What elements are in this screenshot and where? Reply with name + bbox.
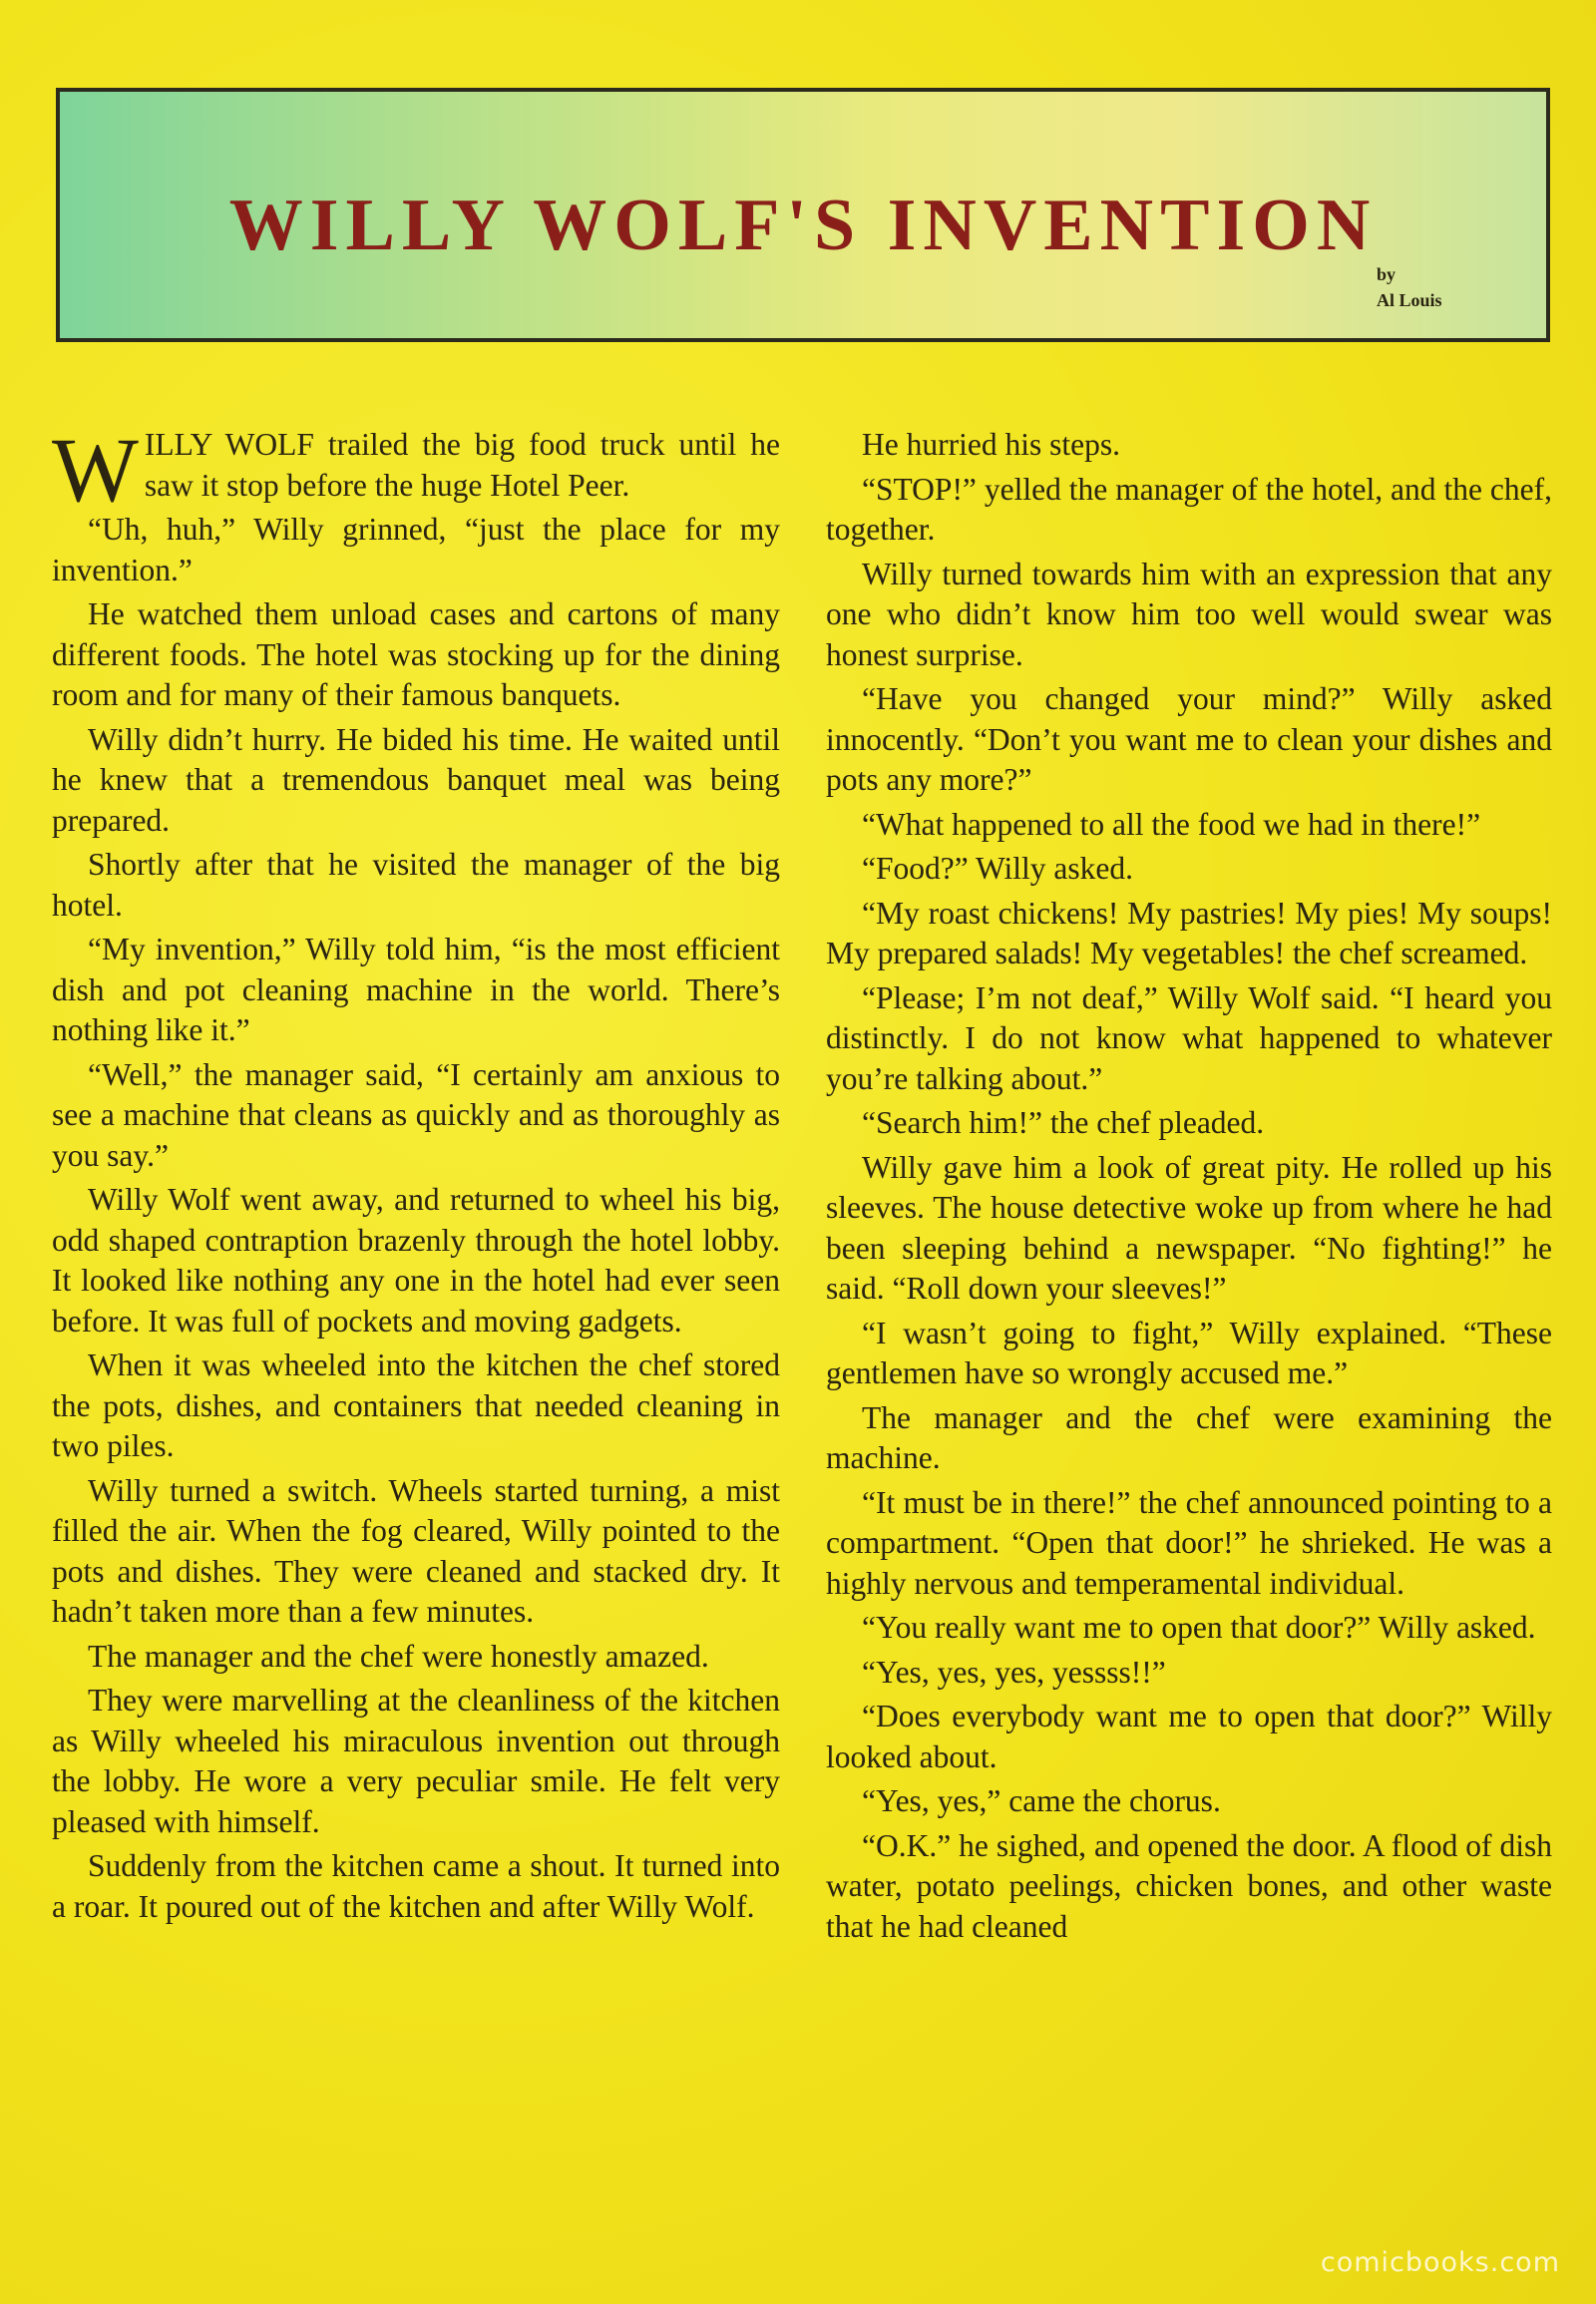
paragraph: “Well,” the manager said, “I certainly am anxious to see a machine that cleans as quickly and as thoroughly as you say.” <box>52 1056 780 1173</box>
paragraph-1 <box>52 419 780 521</box>
paragraph: They were marvelling at the cleanliness of the kitchen as Willy wheeled his miraculous invention out through the lobby. He wore a very peculiar smile. He felt very pleased with himself. <box>52 1683 780 1839</box>
paragraph: “O.K.” he sighed, and opened the door. A flood of dish water, potato peelings, chicken bones, and other waste that he had cleaned <box>826 1827 1552 1944</box>
paragraph-1-text: ILLY WOLF trailed the big food truck until he saw it stop before the huge Hotel Peer. <box>144 427 780 503</box>
paragraph: Suddenly from the kitchen came a shout. It turned into a roar. It poured out of the kitchen and after Willy Wolf. <box>52 1848 780 1924</box>
paragraph: The manager and the chef were honestly amazed. <box>88 1638 709 1674</box>
left-column <box>52 419 780 1931</box>
paragraph: Willy turned a switch. Wheels started turning, a mist filled the air. When the fog cleared, Willy pointed to the pots and dishes. They were cleaned and stacked dry. It hadn’t taken more than a few minutes. <box>52 1472 780 1629</box>
by-label: by <box>1377 264 1396 284</box>
paragraph: “Search him!” the chef pleaded. <box>862 1105 1265 1140</box>
paragraph: Willy Wolf went away, and returned to wheel his big, odd shaped contraption brazenly through the hotel lobby. It looked like nothing any one in the hotel had ever seen before. It was full of pockets and moving gadgets. <box>52 1182 780 1339</box>
paragraph: Willy didn’t hurry. He bided his time. He waited until he knew that a tremendous banquet meal was being prepared. <box>52 721 780 838</box>
paragraph: “Does everybody want me to open that door?” Willy looked about. <box>826 1699 1552 1774</box>
paragraph: Willy gave him a look of great pity. He rolled up his sleeves. The house detective woke up from where he had been sleeping behind a newspaper. “No fighting!” he said. “Roll down your sleeves!” <box>826 1149 1552 1306</box>
site-watermark: comicbooks.com <box>1320 2247 1560 2278</box>
byline <box>1377 261 1536 313</box>
paragraph: The manager and the chef were examining the machine. <box>826 1399 1552 1475</box>
drop-cap: W <box>52 419 139 521</box>
paragraph: When it was wheeled into the kitchen the chef stored the pots, dishes, and containers that needed cleaning in two piles. <box>52 1347 780 1463</box>
story-title: WILLY WOLF'S INVENTION <box>228 185 1378 266</box>
paragraph: “It must be in there!” the chef announced pointing to a compartment. “Open that door!” he shrieked. He was a highly nervous and temperamental individual. <box>826 1484 1552 1601</box>
paragraph: “STOP!” yelled the manager of the hotel, and the chef, together. <box>826 471 1552 547</box>
paragraph: “Yes, yes,” came the chorus. <box>862 1783 1221 1818</box>
right-column <box>826 425 1552 1951</box>
paragraph: “Food?” Willy asked. <box>862 851 1133 886</box>
paragraph: “Yes, yes, yes, yessss!!” <box>862 1654 1166 1690</box>
paragraph: “Have you changed your mind?” Willy asked innocently. “Don’t you want me to clean your dishes and pots any more?” <box>826 681 1552 797</box>
paragraph: “My invention,” Willy told him, “is the most efficient dish and pot cleaning machine in the world. There’s nothing like it.” <box>52 932 780 1047</box>
title-banner <box>56 88 1550 342</box>
paragraph: “I wasn’t going to fight,” Willy explained. “These gentlemen have so wrongly accused me.” <box>826 1315 1552 1390</box>
author-name: Al Louis <box>1377 290 1442 310</box>
paragraph: “Uh, huh,” Willy grinned, “just the place for my invention.” <box>52 512 780 587</box>
paragraph: Shortly after that he visited the manager of the big hotel. <box>52 847 780 923</box>
paragraph: “You really want me to open that door?” Willy asked. <box>862 1610 1536 1645</box>
paragraph: He watched them unload cases and cartons of many different foods. The hotel was stocking up for the dining room and for many of their famous banquets. <box>52 596 780 712</box>
paragraph: “My roast chickens! My pastries! My pies! My soups! My prepared salads! My vegetables! the chef screamed. <box>826 895 1552 970</box>
paragraph: Willy turned towards him with an expression that any one who didn’t know him too well would swear was honest surprise. <box>826 556 1552 672</box>
paragraph: He hurried his steps. <box>862 427 1120 462</box>
paragraph: “Please; I’m not deaf,” Willy Wolf said. “I heard you distinctly. I do not know what happened to whatever you’re talking about.” <box>826 979 1552 1096</box>
paragraph: “What happened to all the food we had in there!” <box>862 806 1481 842</box>
